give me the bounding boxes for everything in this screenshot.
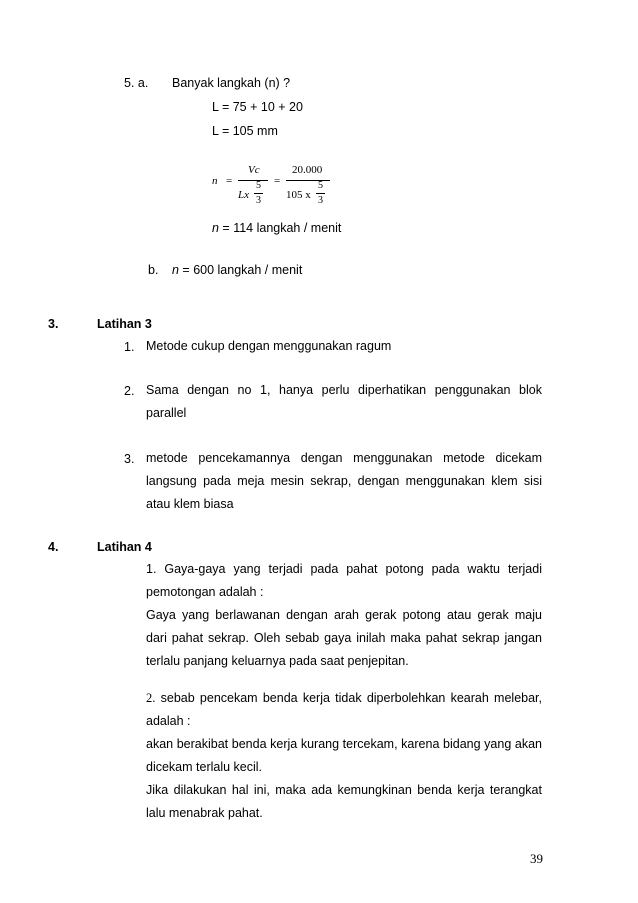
latihan4-item2-text: sebab pencekam benda kerja tidak diperbolehkan kearah melebar, adalah : bbox=[146, 691, 542, 728]
latihan4-item2-risk: Jika dilakukan hal ini, maka ada kemungkinan benda kerja terangkat lalu menabrak pahat. bbox=[146, 783, 542, 820]
b-variable: n bbox=[172, 263, 179, 277]
page-number: 39 bbox=[530, 851, 543, 866]
latihan4-item2-number: 2. bbox=[146, 691, 156, 705]
latihan4-item1-intro: 1. Gaya-gaya yang terjadi pada pahat potong pada waktu terjadi pemotongan adalah : bbox=[146, 562, 542, 599]
latihan4-number: 4. bbox=[48, 540, 59, 554]
formula-denominator-1: Lx bbox=[238, 189, 249, 201]
q5a-number: 5. a. bbox=[124, 76, 149, 90]
latihan4-item1-explanation: Gaya yang berlawanan dengan arah gerak potong atau gerak maju dari pahat sekrap. Oleh sebab gaya inilah maka pahat sekrap jangan terlalu panjang keluarnya pada saat penjepitan. bbox=[146, 608, 542, 668]
q5b-answer bbox=[172, 263, 302, 277]
formula-sub-num-2: 5 bbox=[318, 180, 323, 191]
formula-n: n bbox=[212, 175, 218, 187]
latihan3-item-text: Sama dengan no 1, hanya perlu diperhatikan penggunakan blok parallel bbox=[146, 383, 542, 420]
b-value: = 600 langkah / menit bbox=[178, 263, 303, 277]
stroke-count-formula bbox=[210, 158, 360, 214]
formula-sub-den-1: 3 bbox=[256, 195, 261, 206]
latihan3-title: Latihan 3 bbox=[97, 317, 152, 331]
formula-denominator-2: 105 x bbox=[286, 189, 311, 201]
q5a-question: Banyak langkah (n) ? bbox=[172, 76, 291, 90]
q5a-result bbox=[212, 221, 341, 235]
formula-sub-den-2: 3 bbox=[318, 195, 323, 206]
latihan3-item-number: 1. bbox=[124, 340, 135, 354]
latihan3-item-text: metode pencekamannya dengan menggunakan metode dicekam langsung pada meja mesin sekrap, dengan menggunakan klem sisi atau klem biasa bbox=[146, 451, 542, 511]
latihan3-item-number: 2. bbox=[124, 384, 135, 398]
formula-equals-2: = bbox=[274, 175, 281, 187]
formula-fraction-bar-2 bbox=[286, 180, 330, 181]
q5b-number: b. bbox=[148, 263, 159, 277]
latihan4-title: Latihan 4 bbox=[97, 540, 152, 554]
formula-sub-bar-1 bbox=[254, 193, 263, 194]
formula-numerator-1: Vc bbox=[248, 164, 260, 176]
formula-numerator-2: 20.000 bbox=[292, 164, 323, 176]
latihan3-item-text: Metode cukup dengan menggunakan ragum bbox=[146, 339, 392, 353]
q5-length-sum: L = 75 + 10 + 20 bbox=[212, 100, 303, 114]
latihan3-number: 3. bbox=[48, 317, 59, 331]
formula-sub-num-1: 5 bbox=[256, 180, 261, 191]
result-variable: n bbox=[212, 221, 219, 235]
latihan3-item-number: 3. bbox=[124, 452, 135, 466]
formula-equals-1: = bbox=[226, 175, 233, 187]
q5-length-total: L = 105 mm bbox=[212, 124, 278, 138]
formula-sub-bar-2 bbox=[316, 193, 325, 194]
latihan4-item2-consequence: akan berakibat benda kerja kurang tercekam, karena bidang yang akan dicekam terlalu kecil. bbox=[146, 737, 542, 774]
formula-fraction-bar-1 bbox=[238, 180, 268, 181]
latihan4-item2-intro bbox=[146, 687, 542, 733]
result-value: = 114 langkah / menit bbox=[218, 221, 342, 235]
